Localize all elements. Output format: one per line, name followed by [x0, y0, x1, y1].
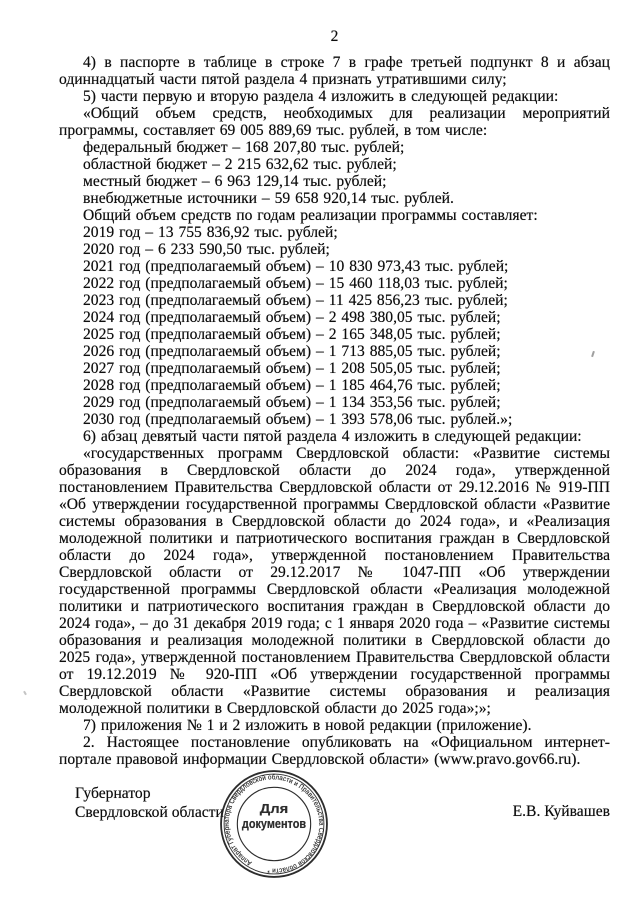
year-amount-line: 2026 год (предполагаемый объем) – 1 713 885,05 тыс. рублей;: [83, 343, 501, 360]
document-body: [59, 54, 610, 768]
year-amount-line: 2027 год (предполагаемый объем) – 1 208 505,05 тыс. рублей;: [83, 360, 501, 377]
scan-artifact: [23, 691, 27, 695]
signature-block: [59, 784, 610, 822]
paragraph: 6) абзац девятый части пятой раздела 4 изложить в следующей редакции:: [83, 428, 582, 445]
year-amount-line: 2020 год – 6 233 590,50 тыс. рублей;: [83, 241, 330, 258]
paragraph: «государственных программ Свердловской области: «Развитие системы образования в Свердловской области до 2024 года», утвержденной постановлением Правительства Свердловской области от 29.12.2016 № 919-ПП «Об утверждении государственной программы Свердловской области «Развитие системы образования в Свердловской области до 2024 года», и «Реализация молодежной политики и патриотического воспитания граждан в Свердловской области до 2024 года», утвержденной постановлением Правительства Свердловской области от 29.12.2017 № 1047-ПП «Об утверждении государственной программы Свердловской области «Реализация молодежной политики и патриотического воспитания граждан в Свердловской области до 2024 года», – до 31 декабря 2019 года; с 1 января 2020 года – «Развитие системы образования и реализация молодежной политики в Свердловской области до 2025 года», утвержденной постановлением Правительства Свердловской области от 19.12.2019 № 920-ПП «Об утверждении государственной программы Свердловской области «Развитие системы образования и реализация молодежной политики в Свердловской области до 2025 года»;»;: [59, 445, 610, 717]
paragraph: «Общий объем средств, необходимых для реализации мероприятий программы, составляет 69 005 889,69 тыс. рублей, в том числе:: [59, 105, 610, 139]
paragraph: Общий объем средств по годам реализации программы составляет:: [83, 207, 538, 224]
year-amount-line: 2030 год (предполагаемый объем) – 1 393 578,06 тыс. рублей.»;: [83, 411, 513, 428]
signer-position-line1: Губернатор: [75, 785, 151, 802]
paragraph: 5) части первую и вторую раздела 4 изложить в следующей редакции:: [83, 88, 559, 105]
paragraph: 2. Настоящее постановление опубликовать на «Официальном интернет-портале правовой информации Свердловской области» (www.pravo.gov66.ru).: [59, 734, 610, 768]
page-number: 2: [330, 28, 339, 45]
year-amount-line: 2019 год – 13 755 836,92 тыс. рублей;: [83, 224, 338, 241]
stamp-ring-text: Аппарат Губернатора Свердловской области и Правительства Свердловской области *: [222, 773, 326, 875]
signer-position-line2: Свердловской области: [75, 804, 224, 821]
year-amount-line: 2029 год (предполагаемый объем) – 1 134 353,56 тыс. рублей;: [83, 394, 501, 411]
paragraph: 4) в паспорте в таблице в строке 7 в графе третьей подпункт 8 и абзац одиннадцатый части пятой раздела 4 признать утратившими силу;: [59, 54, 610, 88]
year-amount-line: 2021 год (предполагаемый объем) – 10 830 973,43 тыс. рублей;: [83, 258, 509, 275]
budget-line: федеральный бюджет – 168 207,80 тыс. рублей;: [83, 139, 405, 156]
stamp-center-text-line2: документов: [241, 816, 307, 832]
official-stamp: [219, 769, 329, 879]
stamp-center-text-line1: Для: [259, 800, 289, 816]
year-amount-line: 2022 год (предполагаемый объем) – 15 460 118,03 тыс. рублей;: [83, 275, 508, 292]
budget-line: местный бюджет – 6 963 129,14 тыс. рублей;: [83, 173, 387, 190]
year-amount-line: 2023 год (предполагаемый объем) – 11 425 856,23 тыс. рублей;: [83, 292, 508, 309]
budget-line: областной бюджет – 2 215 632,62 тыс. рублей;: [83, 156, 397, 173]
year-amount-line: 2025 год (предполагаемый объем) – 2 165 348,05 тыс. рублей;: [83, 326, 501, 343]
year-amount-line: 2024 год (предполагаемый объем) – 2 498 380,05 тыс. рублей;: [83, 309, 501, 326]
year-amount-line: 2028 год (предполагаемый объем) – 1 185 464,76 тыс. рублей;: [83, 377, 501, 394]
signer-name: Е.В. Куйвашев: [512, 803, 610, 820]
paragraph: 7) приложения № 1 и 2 изложить в новой редакции (приложение).: [83, 717, 532, 734]
budget-line: внебюджетные источники – 59 658 920,14 тыс. рублей.: [83, 190, 454, 207]
